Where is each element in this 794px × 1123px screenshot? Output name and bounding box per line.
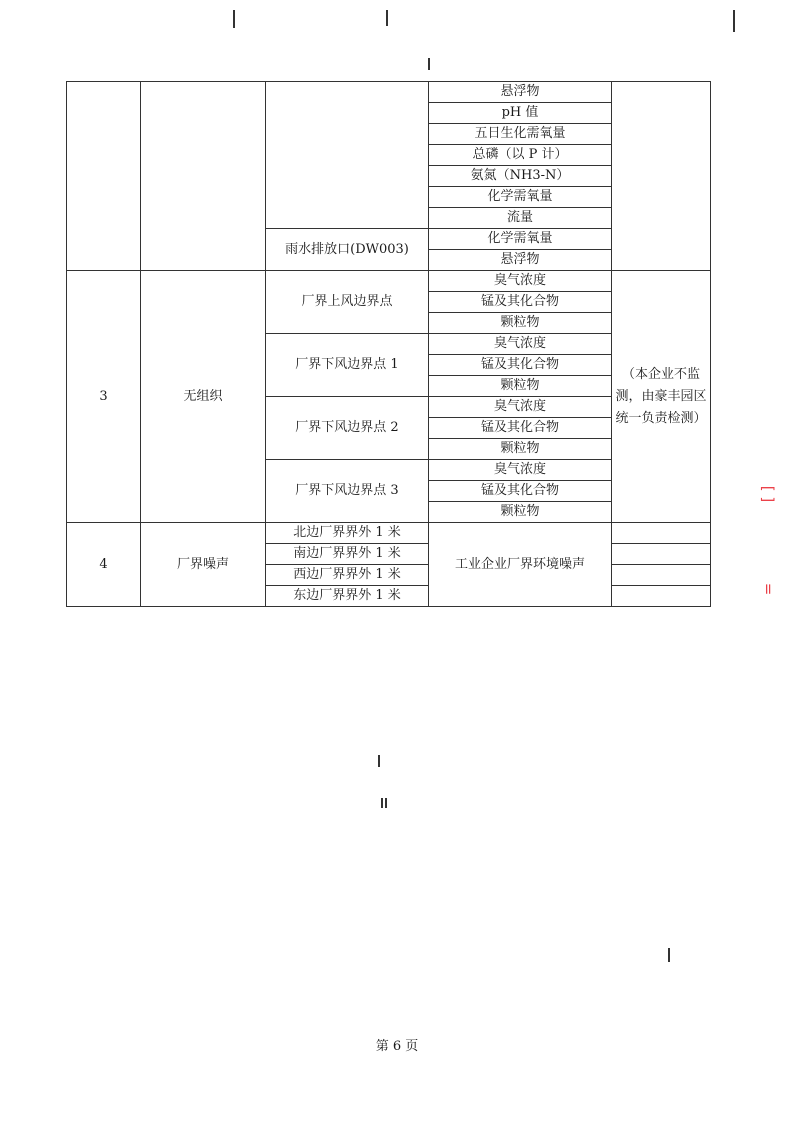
monitor-item: 工业企业厂界环境噪声 — [429, 523, 612, 607]
monitor-item: 化学需氧量 — [429, 229, 612, 250]
monitor-item: 臭气浓度 — [429, 334, 612, 355]
monitor-item: 悬浮物 — [429, 250, 612, 271]
monitor-note-empty — [612, 586, 711, 607]
row-number: 3 — [67, 271, 141, 523]
scan-mark — [381, 798, 383, 808]
outlet-name: 雨水排放口(DW003) — [266, 229, 429, 271]
monitoring-table — [66, 81, 711, 607]
category: 厂界噪声 — [141, 523, 266, 607]
monitor-item: pH 值 — [429, 103, 612, 124]
cell-no-continued — [67, 82, 141, 271]
scan-mark — [668, 948, 670, 962]
monitor-note: （本企业不监测，由豪丰园区统一负责检测） — [612, 271, 711, 523]
monitor-point: 厂界下风边界点 1 — [266, 334, 429, 397]
red-stamp-fragment: [ ] — [759, 485, 778, 503]
monitor-item: 化学需氧量 — [429, 187, 612, 208]
monitor-item: 流量 — [429, 208, 612, 229]
monitor-item: 臭气浓度 — [429, 271, 612, 292]
monitor-item: 氨氮（NH3-N） — [429, 166, 612, 187]
monitor-item: 悬浮物 — [429, 82, 612, 103]
monitor-item: 锰及其化合物 — [429, 481, 612, 502]
monitor-point: 北边厂界界外 1 米 — [266, 523, 429, 544]
monitor-item: 臭气浓度 — [429, 397, 612, 418]
monitor-point: 西边厂界界外 1 米 — [266, 565, 429, 586]
scan-mark — [428, 58, 430, 70]
monitor-item: 总磷（以 P 计） — [429, 145, 612, 166]
scan-mark — [386, 10, 388, 26]
row-number: 4 — [67, 523, 141, 607]
monitor-point: 南边厂界界外 1 米 — [266, 544, 429, 565]
monitor-note-empty — [612, 523, 711, 544]
category: 无组织 — [141, 271, 266, 523]
monitor-point: 厂界下风边界点 2 — [266, 397, 429, 460]
monitor-item: 臭气浓度 — [429, 460, 612, 481]
scan-mark — [733, 10, 735, 32]
cell-category-continued — [141, 82, 266, 271]
red-stamp-fragment: = — [759, 582, 778, 596]
monitor-item: 锰及其化合物 — [429, 292, 612, 313]
monitor-item: 颗粒物 — [429, 439, 612, 460]
monitor-point: 厂界下风边界点 3 — [266, 460, 429, 523]
scan-mark — [233, 10, 235, 28]
monitor-note-empty — [612, 565, 711, 586]
outlet-name — [266, 82, 429, 229]
monitor-point: 厂界上风边界点 — [266, 271, 429, 334]
monitor-item: 锰及其化合物 — [429, 418, 612, 439]
scan-mark — [385, 798, 387, 808]
scan-mark — [378, 755, 380, 767]
monitor-item: 颗粒物 — [429, 376, 612, 397]
monitor-note-empty — [612, 544, 711, 565]
monitor-item: 五日生化需氧量 — [429, 124, 612, 145]
page-number: 第 6 页 — [375, 1039, 419, 1054]
monitor-item: 颗粒物 — [429, 313, 612, 334]
cell-note-continued — [612, 82, 711, 271]
monitor-point: 东边厂界界外 1 米 — [266, 586, 429, 607]
monitor-item: 颗粒物 — [429, 502, 612, 523]
monitor-item: 锰及其化合物 — [429, 355, 612, 376]
